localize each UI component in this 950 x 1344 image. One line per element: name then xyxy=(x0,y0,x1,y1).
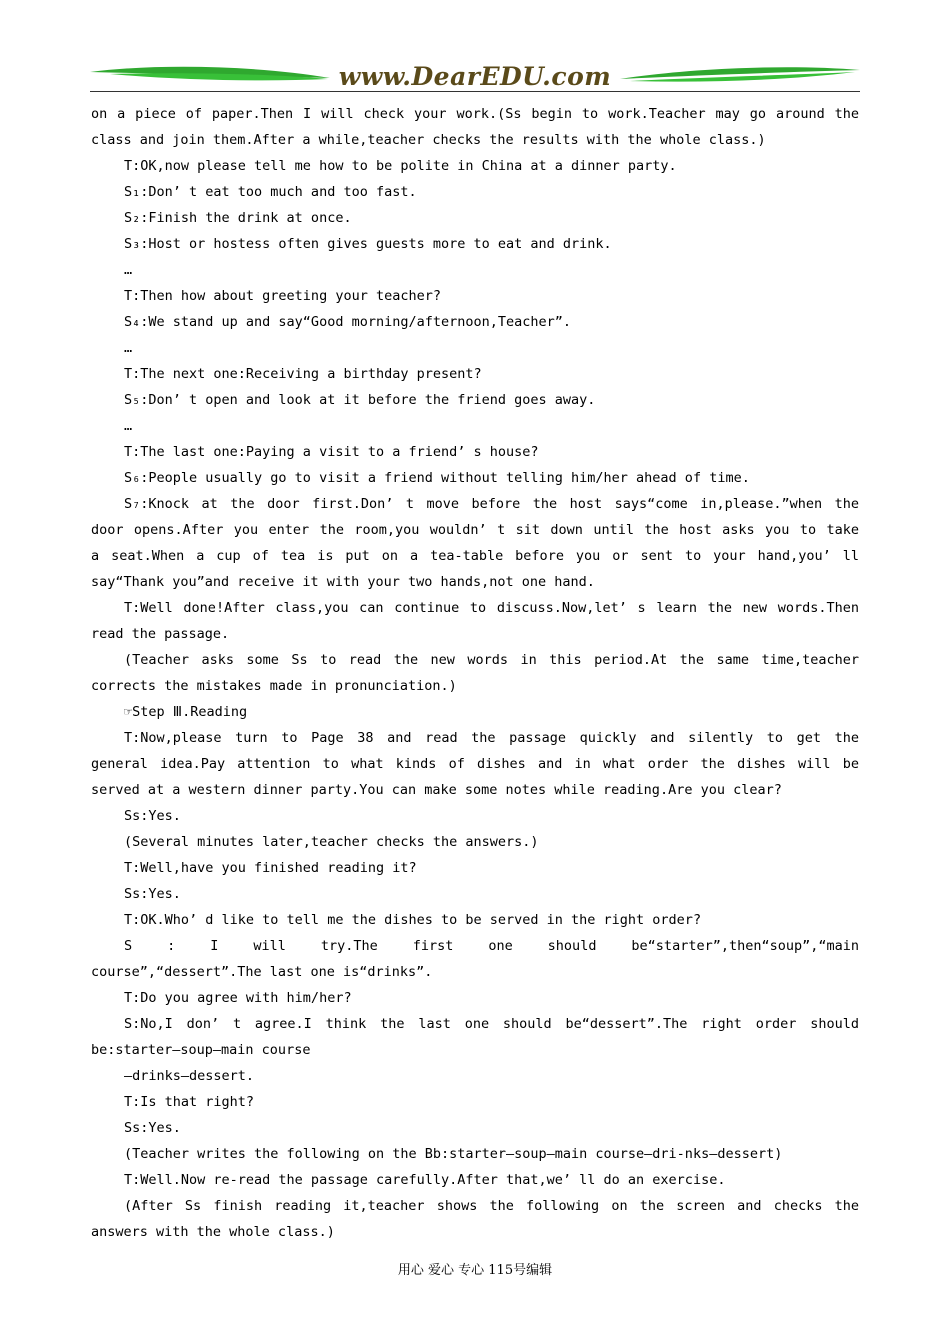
text-line: S₇:Knock at the door first.Don’ t move before the host says“come in,please.”when the xyxy=(124,496,859,512)
header-rule xyxy=(90,91,860,92)
text-line: S₃:Host or hostess often gives guests more to eat and drink. xyxy=(124,236,612,252)
text-line: Ss:Yes. xyxy=(124,808,181,824)
text-line: —drinks—dessert. xyxy=(124,1068,255,1084)
text-line: Ss:Yes. xyxy=(124,1120,181,1136)
text-line: on a piece of paper.Then I will check your work.(Ss begin to work.Teacher may go around the xyxy=(91,106,859,122)
text-line: answers with the whole class.) xyxy=(91,1224,335,1240)
text-line: T:OK,now please tell me how to be polite in China at a dinner party. xyxy=(124,158,677,174)
text-line: S₅:Don’ t open and look at it before the friend goes away. xyxy=(124,392,596,408)
text-line: S₁:Don’ t eat too much and too fast. xyxy=(124,184,417,200)
logo-text: www.DearEDU.com xyxy=(338,62,612,91)
text-line: T:Do you agree with him/her? xyxy=(124,990,352,1006)
text-line: T:OK.Who’ d like to tell me the dishes to be served in the right order? xyxy=(124,912,702,928)
text-line: corrects the mistakes made in pronunciation.) xyxy=(91,678,457,694)
text-line: … xyxy=(124,262,133,278)
text-line: class and join them.After a while,teacher checks the results with the whole class.) xyxy=(91,132,766,148)
text-line: T:The last one:Paying a visit to a friend’ s house? xyxy=(124,444,539,460)
text-line: be:starter—soup—main course xyxy=(91,1042,311,1058)
text-line: T:Now,please turn to Page 38 and read the passage quickly and silently to get the xyxy=(124,730,859,746)
text-line: … xyxy=(124,340,133,356)
text-line: ☞Step Ⅲ.Reading xyxy=(124,704,248,720)
text-line: general idea.Pay attention to what kinds of dishes and in what order the dishes will be xyxy=(91,756,859,772)
text-line: Ss:Yes. xyxy=(124,886,181,902)
text-line: S₄:We stand up and say“Good morning/afternoon,Teacher”. xyxy=(124,314,572,330)
text-line: T:Then how about greeting your teacher? xyxy=(124,288,441,304)
text-line: say“Thank you”and receive it with your two hands,not one hand. xyxy=(91,574,595,590)
text-line: door opens.After you enter the room,you wouldn’ t sit down until the host asks you to take xyxy=(91,522,859,538)
text-line: T:The next one:Receiving a birthday present? xyxy=(124,366,482,382)
text-line: served at a western dinner party.You can make some notes while reading.Are you clear? xyxy=(91,782,782,798)
text-line: S₂:Finish the drink at once. xyxy=(124,210,352,226)
text-line: S:No,I don’ t agree.I think the last one should be“dessert”.The right order should xyxy=(124,1016,859,1032)
document-body xyxy=(91,101,859,1245)
text-line: (Teacher writes the following on the Bb:starter—soup—main course—dri-nks—dessert) xyxy=(124,1146,783,1162)
text-line: (Several minutes later,teacher checks the answers.) xyxy=(124,834,539,850)
text-line: T:Well,have you finished reading it? xyxy=(124,860,417,876)
text-line: T:Well done!After class,you can continue to discuss.Now,let’ s learn the new words.Then xyxy=(124,600,859,616)
text-line: (After Ss finish reading it,teacher shows the following on the screen and checks the xyxy=(124,1198,859,1214)
text-line: … xyxy=(124,418,133,434)
text-line: course”,“dessert”.The last one is“drinks”. xyxy=(91,964,433,980)
text-line: T:Is that right? xyxy=(124,1094,255,1110)
text-line: a seat.When a cup of tea is put on a tea-table before you or sent to your hand,you’ ll xyxy=(91,548,859,564)
text-line: T:Well.Now re-read the passage carefully.After that,we’ ll do an exercise. xyxy=(124,1172,726,1188)
text-line: (Teacher asks some Ss to read the new words in this period.At the same time,teacher xyxy=(124,652,859,668)
text-line: S₆:People usually go to visit a friend without telling him/her ahead of time. xyxy=(124,470,750,486)
page-footer: 用心 爱心 专心 115号编辑 xyxy=(397,1263,553,1278)
text-line: S : I will try.The first one should be“starter”,then“soup”,“main xyxy=(124,938,859,954)
text-line: read the passage. xyxy=(91,626,230,642)
